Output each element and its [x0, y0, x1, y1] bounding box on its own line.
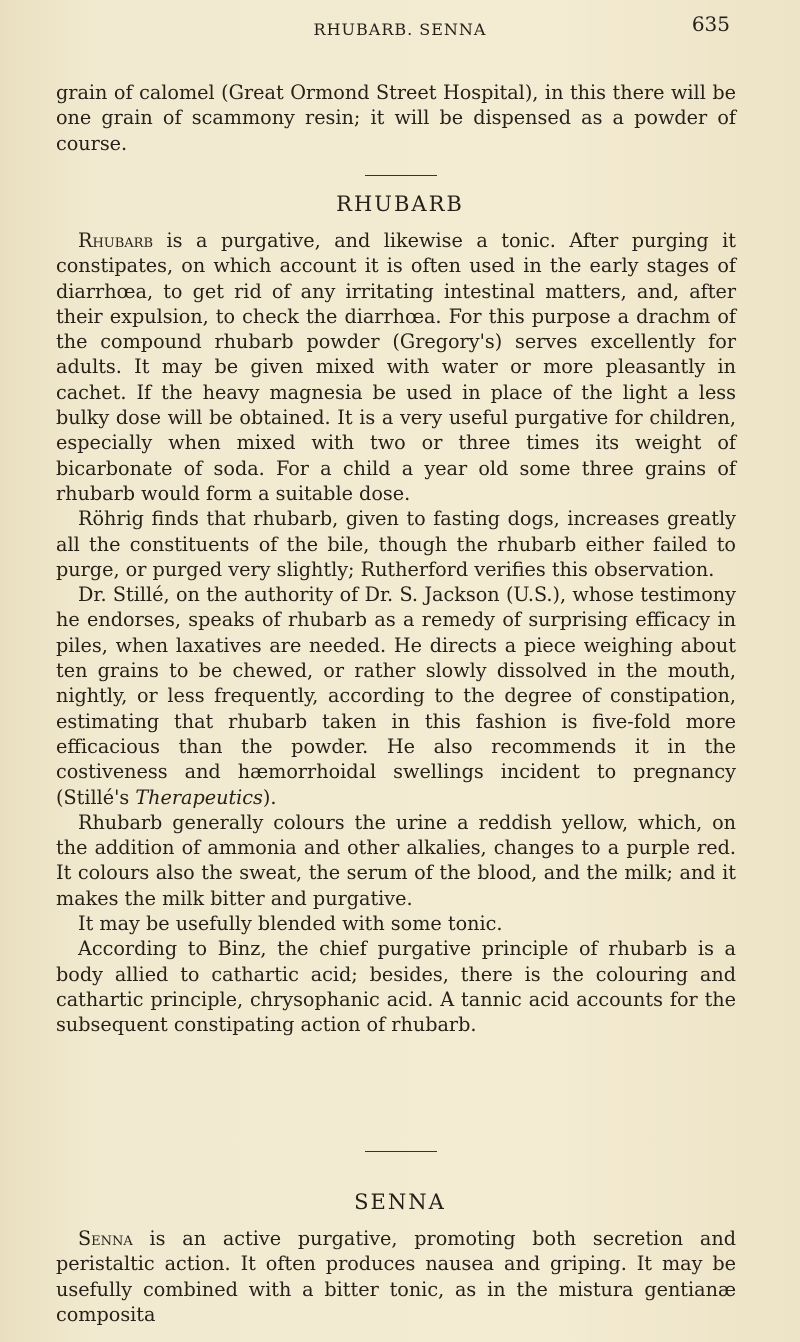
rhubarb-paragraph-3-text: Dr. Stillé, on the authority of Dr. S. Jackson (U.S.), whose testimony he endorses, speaks of rhubarb as a remedy of surprising efficacy in piles, when laxatives are needed. He directs a piece weighing about ten grains to be chewed, or rather slowly dissolved in the mouth, nightly, or less frequently, according to the degree of constipation, estimating that rhubarb taken in this fashion is five-fold more efficacious than the powder. He also recommends it in the costiveness and hæmorrhoidal swellings incident to pregnancy (Stillé's — [56, 583, 736, 809]
rhubarb-paragraph-5: It may be usefully blended with some tonic. — [78, 912, 503, 936]
section-title-senna: SENNA — [354, 1190, 446, 1214]
rhubarb-paragraph-6: According to Binz, the chief purgative principle of rhubarb is a body allied to cathartic acid; besides, there is the colouring and cathartic principle, chrysophanic acid. A tannic acid accounts for the subsequent constipating action of rhubarb. — [56, 937, 736, 1037]
rhubarb-paragraph-3-book-title: Therapeutics — [135, 785, 263, 809]
senna-paragraph-1 — [56, 1226, 736, 1327]
page-number: 635 — [691, 12, 730, 36]
rhubarb-paragraph-1 — [56, 228, 736, 506]
senna-paragraph-1-text: is an active purgative, promoting both secretion and peristaltic action. It often produces nausea and griping. It may be usefully combined with a bitter tonic, as in the mistura gentianæ composita — [56, 1227, 736, 1326]
intro-paragraph — [56, 80, 736, 156]
rhubarb-section-body — [56, 228, 736, 1038]
section-divider-rule — [365, 175, 437, 176]
intro-text: grain of calomel (Great Ormond Street Hospital), in this there will be one grain of scammony resin; it will be dispensed as a powder of course. — [56, 81, 736, 155]
rhubarb-paragraph-3 — [56, 582, 736, 810]
section-divider-rule — [365, 1151, 437, 1152]
senna-lead-word: Senna — [78, 1227, 133, 1250]
rhubarb-paragraph-1-text: is a purgative, and likewise a tonic. After purging it constipates, on which account it is often used in the early stages of diarrhœa, to get rid of any irritating intestinal matters, and, after their expulsion, to check the diarrhœa. For this purpose a drachm of the compound rhubarb powder (Gregory's) serves excellently for adults. It may be given mixed with water or more pleasantly in cachet. If the heavy magnesia be used in place of the light a less bulky dose will be obtained. It is a very useful purgative for children, especially when mixed with two or three times its weight of bicarbonate of soda. For a child a year old some three grains of rhubarb would form a suitable dose. — [56, 229, 736, 505]
rhubarb-paragraph-2: Röhrig finds that rhubarb, given to fasting dogs, increases greatly all the constituents of the bile, though the rhubarb either failed to purge, or purged very slightly; Rutherford verifies this observation. — [56, 507, 736, 581]
section-title-rhubarb: RHUBARB — [336, 192, 464, 216]
running-head: RHUBARB. SENNA — [313, 20, 487, 39]
page-header — [0, 10, 800, 40]
rhubarb-paragraph-4: Rhubarb generally colours the urine a reddish yellow, which, on the addition of ammonia and other alkalies, changes to a purple red. It colours also the sweat, the serum of the blood, and the milk; and it makes the milk bitter and purgative. — [56, 810, 736, 910]
rhubarb-lead-word: Rhubarb — [78, 229, 154, 252]
rhubarb-paragraph-3-close: ). — [262, 785, 277, 809]
senna-section-body — [56, 1226, 736, 1327]
